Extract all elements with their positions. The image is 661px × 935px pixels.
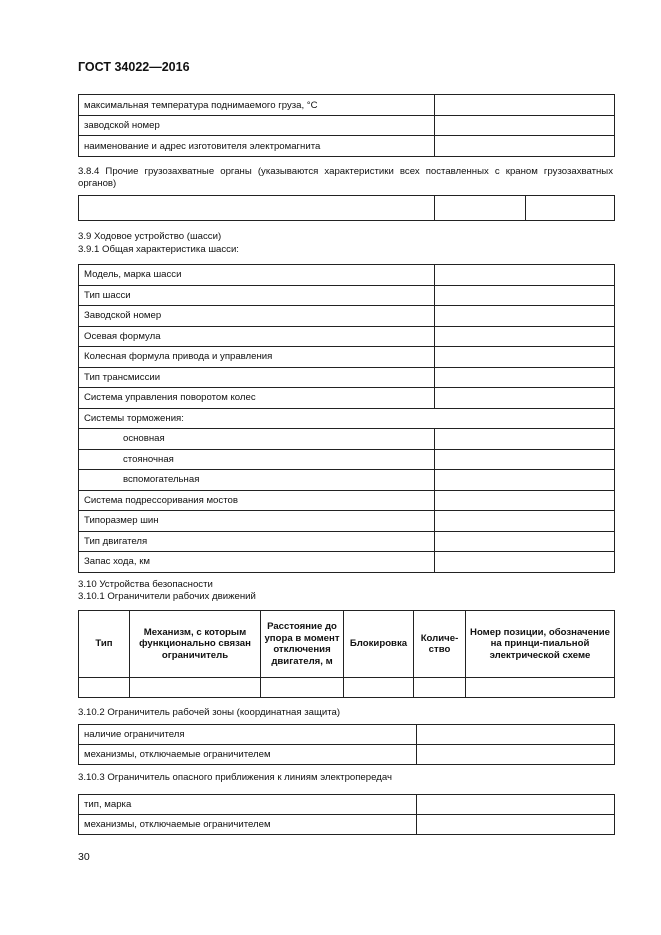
value-cell[interactable] — [417, 745, 615, 765]
table-row — [79, 388, 615, 409]
table-row — [79, 449, 615, 470]
row-label: механизмы, отключаемые ограничителем — [79, 745, 417, 765]
table-row — [79, 408, 615, 429]
column-header-distance: Расстояние до упора в момент отключения двигателя, м — [261, 611, 344, 678]
page-header: ГОСТ 34022—2016 — [78, 60, 190, 74]
value-cell[interactable] — [435, 531, 615, 552]
table-row — [79, 470, 615, 491]
value-cell[interactable] — [466, 678, 615, 698]
table-row — [79, 552, 615, 573]
table-row — [79, 511, 615, 532]
row-label: максимальная температура поднимаемого груза, °С — [79, 95, 435, 116]
column-header-type: Тип — [79, 611, 130, 678]
table-row — [79, 326, 615, 347]
table-row — [79, 678, 615, 698]
row-label: вспомогательная — [79, 470, 435, 491]
row-label: Заводской номер — [79, 306, 435, 327]
table-row — [79, 815, 615, 835]
row-label: Система управления поворотом колес — [79, 388, 435, 409]
row-label: Колесная формула привода и управления — [79, 347, 435, 368]
row-label: Система подрессоривания мостов — [79, 490, 435, 511]
table-row — [79, 265, 615, 286]
value-cell[interactable] — [435, 95, 615, 116]
column-header-mechanism: Механизм, с которым функционально связан ограничитель — [130, 611, 261, 678]
value-cell[interactable] — [435, 367, 615, 388]
table-row — [79, 795, 615, 815]
row-label: Осевая формула — [79, 326, 435, 347]
section-3-9-title: 3.9 Ходовое устройство (шасси) — [78, 231, 222, 242]
page-number: 30 — [78, 851, 90, 863]
value-cell[interactable] — [435, 490, 615, 511]
column-header-blocking: Блокировка — [344, 611, 414, 678]
table-other-grab-devices — [78, 195, 615, 221]
value-cell[interactable] — [79, 678, 130, 698]
value-cell[interactable] — [435, 552, 615, 573]
value-cell[interactable] — [435, 511, 615, 532]
value-cell[interactable] — [417, 795, 615, 815]
row-label-braking-systems: Системы торможения: — [79, 408, 615, 429]
value-cell[interactable] — [435, 265, 615, 286]
table-power-line-limiter — [78, 794, 615, 835]
value-cell[interactable] — [417, 725, 615, 745]
row-label: тип, марка — [79, 795, 417, 815]
value-cell[interactable] — [526, 196, 615, 221]
table-row — [79, 429, 615, 450]
row-label: основная — [79, 429, 435, 450]
value-cell[interactable] — [414, 678, 466, 698]
table-row — [79, 745, 615, 765]
value-cell[interactable] — [435, 429, 615, 450]
value-cell[interactable] — [435, 116, 615, 136]
table-row — [79, 116, 615, 136]
value-cell[interactable] — [344, 678, 414, 698]
column-header-quantity: Количе-ство — [414, 611, 466, 678]
row-label: Модель, марка шасси — [79, 265, 435, 286]
row-label: Тип двигателя — [79, 531, 435, 552]
value-cell[interactable] — [435, 388, 615, 409]
table-row — [79, 136, 615, 157]
table-row — [79, 367, 615, 388]
value-cell[interactable] — [417, 815, 615, 835]
value-cell[interactable] — [435, 326, 615, 347]
table-row — [79, 285, 615, 306]
table-row — [79, 531, 615, 552]
row-label: Типоразмер шин — [79, 511, 435, 532]
row-label: механизмы, отключаемые ограничителем — [79, 815, 417, 835]
value-cell[interactable] — [435, 196, 526, 221]
table-row — [79, 196, 615, 221]
value-cell[interactable] — [435, 470, 615, 491]
section-3-9-1-title: 3.9.1 Общая характеристика шасси: — [78, 244, 239, 255]
row-label: Тип трансмиссии — [79, 367, 435, 388]
value-cell[interactable] — [435, 449, 615, 470]
table-row — [79, 490, 615, 511]
table-chassis — [78, 264, 615, 573]
table-row — [79, 95, 615, 116]
section-3-10-1-title: 3.10.1 Ограничители рабочих движений — [78, 591, 256, 602]
row-label: Запас хода, км — [79, 552, 435, 573]
table-electromagnet — [78, 94, 615, 157]
value-cell[interactable] — [261, 678, 344, 698]
column-header-position-number: Номер позиции, обозначение на принци-пиальной электрической схеме — [466, 611, 615, 678]
section-3-10-2-title: 3.10.2 Ограничитель рабочей зоны (координатная защита) — [78, 707, 341, 718]
row-label: наличие ограничителя — [79, 725, 417, 745]
row-label: стояночная — [79, 449, 435, 470]
table-zone-limiter — [78, 724, 615, 765]
table-row — [79, 306, 615, 327]
value-cell[interactable] — [435, 136, 615, 157]
value-cell[interactable] — [130, 678, 261, 698]
section-3-10-3-title: 3.10.3 Ограничитель опасного приближения к линиям электропередач — [78, 772, 392, 783]
row-label: Тип шасси — [79, 285, 435, 306]
table-limiters — [78, 610, 615, 698]
row-label: заводской номер — [79, 116, 435, 136]
table-row — [79, 725, 615, 745]
value-cell[interactable] — [435, 306, 615, 327]
value-cell[interactable] — [435, 347, 615, 368]
table-header-row — [79, 611, 615, 678]
section-3-8-4-text: 3.8.4 Прочие грузозахватные органы (указываются характеристики всех поставленных с краном грузозахватных органов) — [78, 166, 613, 189]
table-row — [79, 347, 615, 368]
row-label: наименование и адрес изготовителя электромагнита — [79, 136, 435, 157]
section-3-10-title: 3.10 Устройства безопасности — [78, 579, 213, 590]
value-cell[interactable] — [435, 285, 615, 306]
value-cell[interactable] — [79, 196, 435, 221]
